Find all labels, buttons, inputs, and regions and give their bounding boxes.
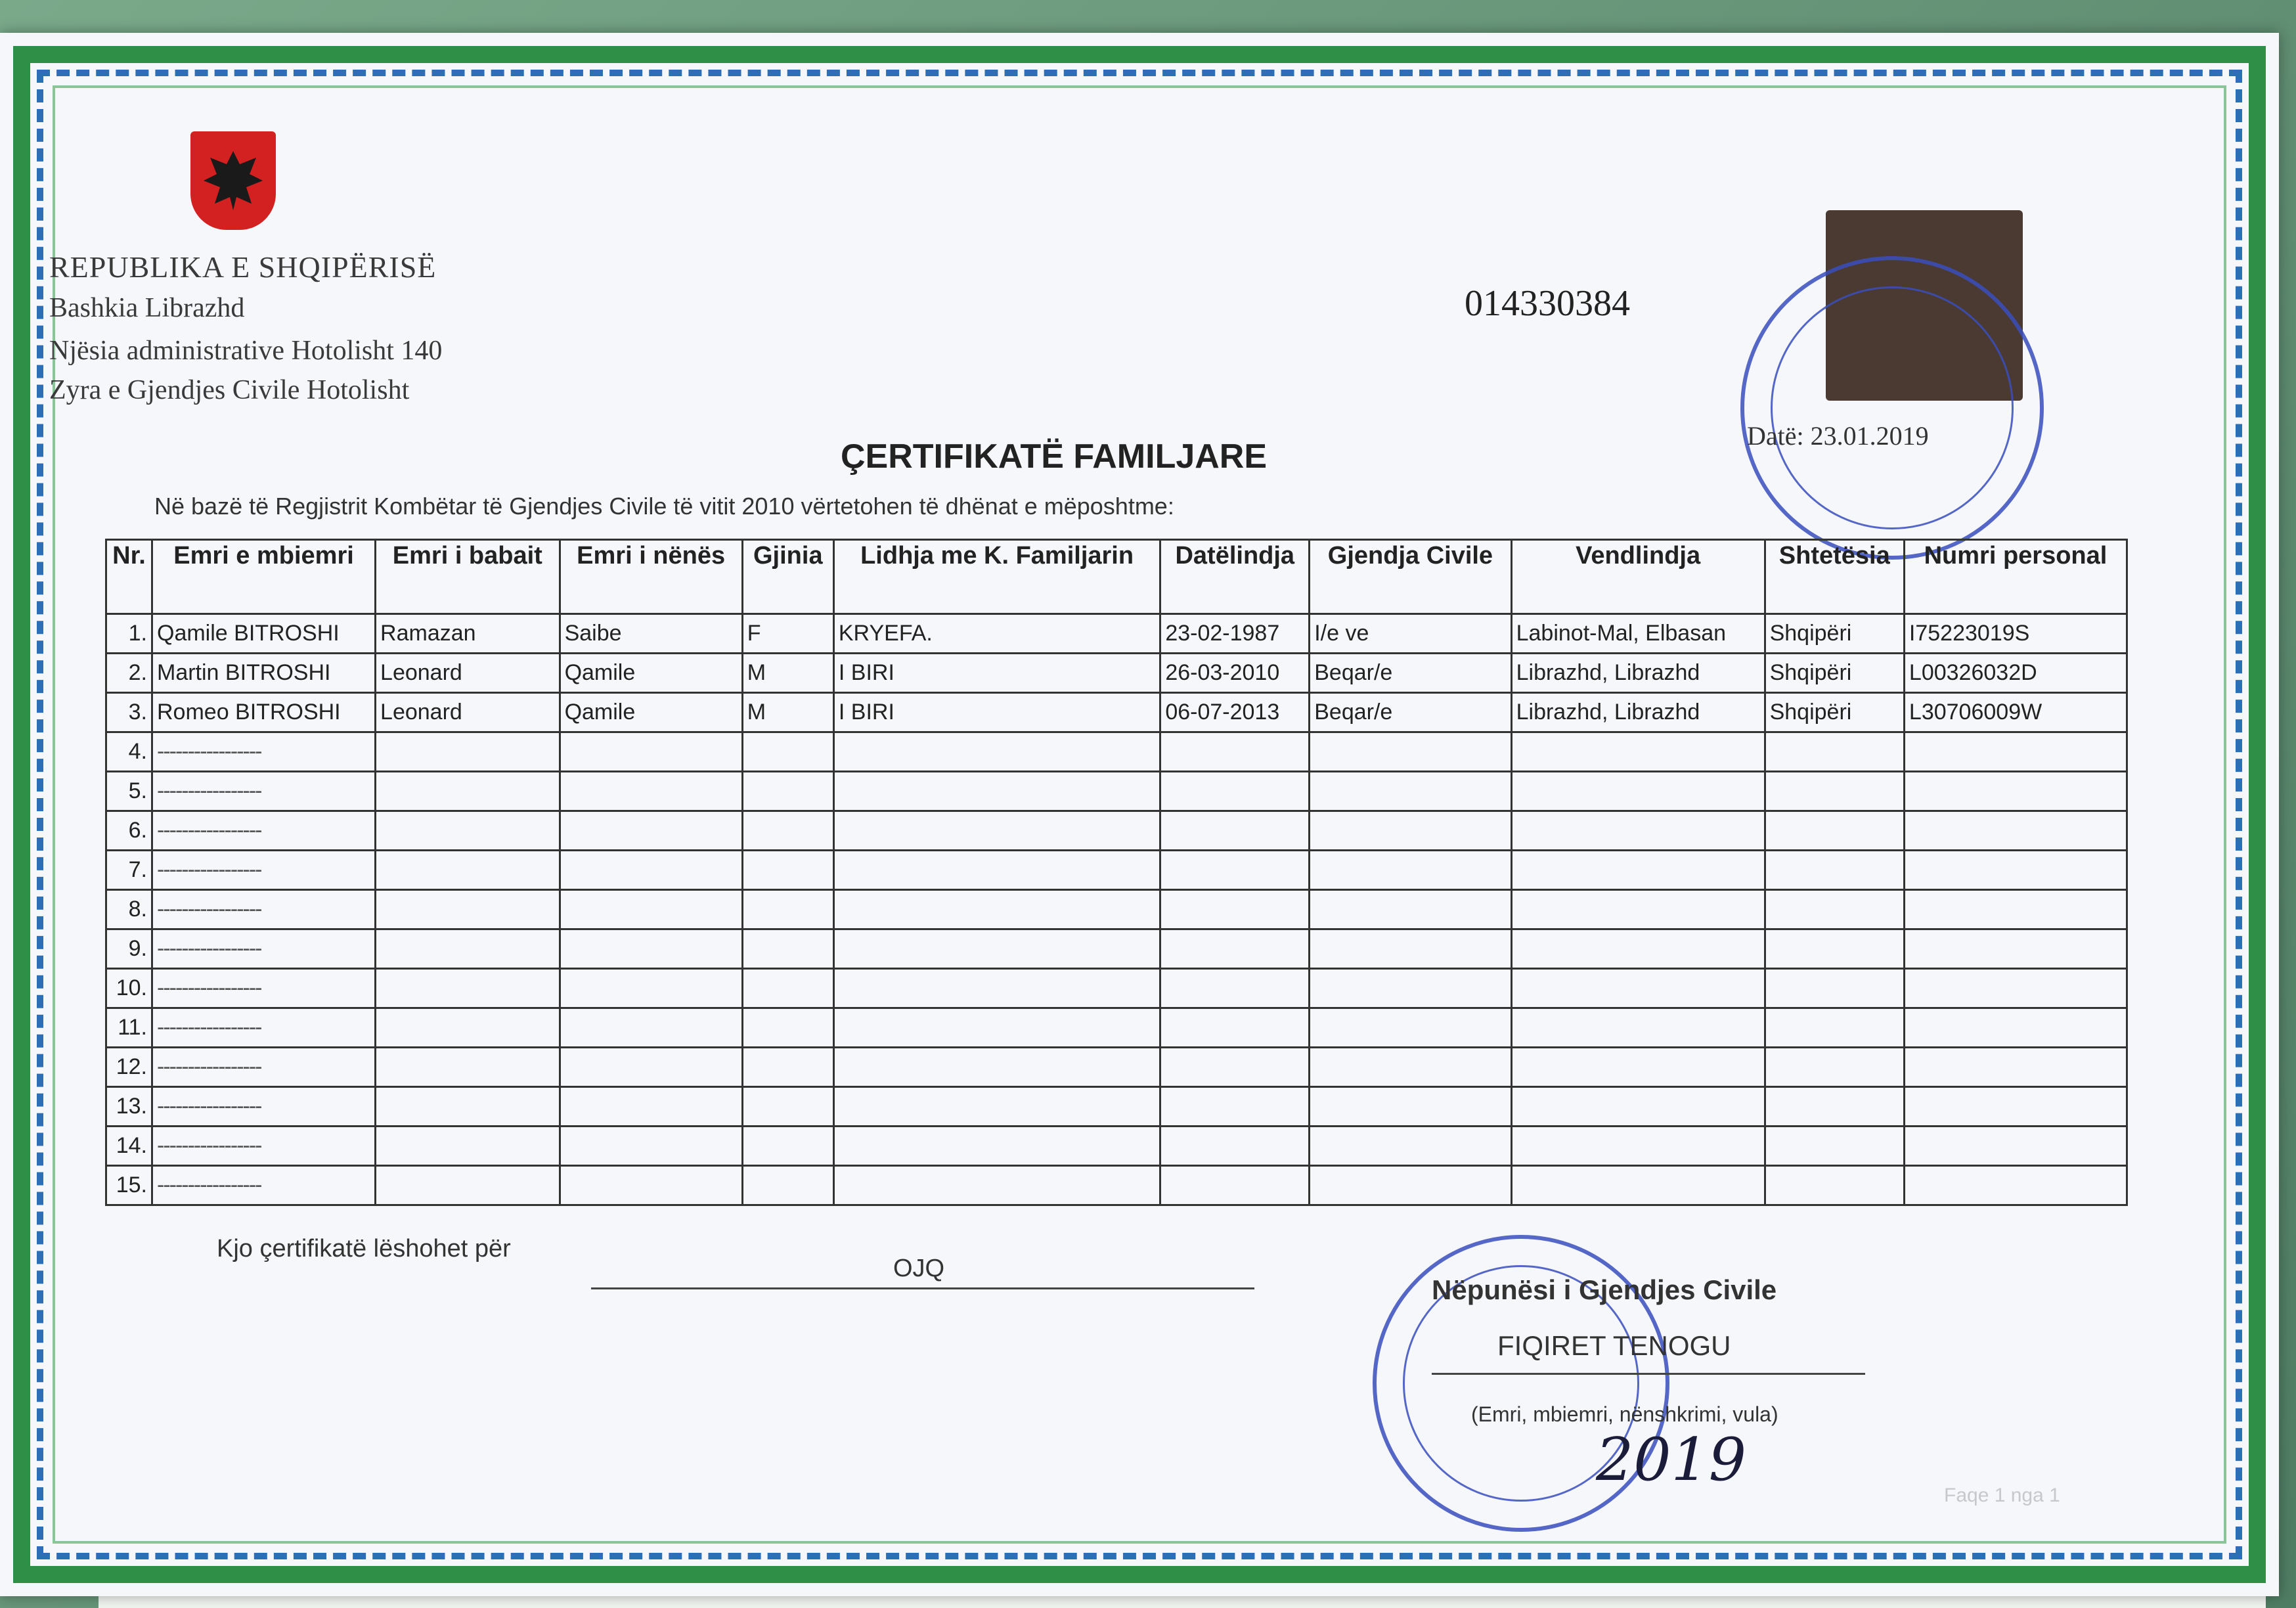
table-cell — [1765, 851, 1904, 890]
table-cell: 8. — [106, 890, 152, 929]
table-cell: Qamile BITROSHI — [152, 614, 376, 654]
table-cell: Shqipëri — [1765, 693, 1904, 732]
table-row — [106, 969, 2127, 1008]
table-cell — [1511, 1166, 1765, 1205]
table-cell — [1904, 1048, 2127, 1087]
table-cell — [1511, 1008, 1765, 1048]
table-row — [106, 614, 2127, 654]
table-cell: Leonard — [376, 693, 560, 732]
table-header-cell: Nr. — [106, 540, 152, 614]
table-cell — [742, 1127, 833, 1166]
table-cell: 06-07-2013 — [1160, 693, 1310, 732]
table-cell — [1904, 732, 2127, 772]
table-body — [106, 614, 2127, 1205]
table-cell: 23-02-1987 — [1160, 614, 1310, 654]
table-cell — [742, 969, 833, 1008]
table-cell: 12. — [106, 1048, 152, 1087]
table-cell: I75223019S — [1904, 614, 2127, 654]
table-cell — [1904, 1166, 2127, 1205]
table-cell — [1160, 772, 1310, 811]
table-cell: ----------------- — [152, 772, 376, 811]
table-cell — [1310, 1166, 1511, 1205]
table-cell — [833, 772, 1160, 811]
table-cell — [742, 1048, 833, 1087]
table-cell — [742, 1087, 833, 1127]
table-cell — [1511, 1087, 1765, 1127]
table-cell — [560, 1166, 742, 1205]
table-cell: Beqar/e — [1310, 693, 1511, 732]
table-cell — [1511, 772, 1765, 811]
certificate-sheet — [0, 33, 2279, 1596]
table-cell: M — [742, 693, 833, 732]
header-republic: REPUBLIKA E SHQIPËRISË — [49, 250, 437, 284]
table-cell: Ramazan — [376, 614, 560, 654]
table-row — [106, 1008, 2127, 1048]
table-cell — [560, 929, 742, 969]
table-cell — [742, 732, 833, 772]
table-cell — [1511, 1048, 1765, 1087]
table-cell — [1310, 1008, 1511, 1048]
table-row — [106, 890, 2127, 929]
table-cell — [1310, 890, 1511, 929]
table-cell: Shqipëri — [1765, 654, 1904, 693]
table-cell — [742, 890, 833, 929]
table-cell: Saibe — [560, 614, 742, 654]
table-cell — [1511, 732, 1765, 772]
table-header-cell: Datëlindja — [1160, 540, 1310, 614]
table-cell — [742, 1008, 833, 1048]
table-cell — [1160, 890, 1310, 929]
table-cell — [560, 969, 742, 1008]
table-cell: I BIRI — [833, 654, 1160, 693]
table-cell — [1310, 1048, 1511, 1087]
table-header-cell: Gjendja Civile — [1310, 540, 1511, 614]
document-title: ÇERTIFIKATË FAMILJARE — [841, 437, 1268, 476]
table-cell — [1765, 772, 1904, 811]
table-cell — [1765, 1127, 1904, 1166]
table-row — [106, 811, 2127, 851]
table-cell — [742, 851, 833, 890]
table-cell — [1765, 1166, 1904, 1205]
table-cell: ----------------- — [152, 929, 376, 969]
table-cell — [1765, 811, 1904, 851]
table-row — [106, 1127, 2127, 1166]
table-cell: Martin BITROSHI — [152, 654, 376, 693]
table-cell — [833, 969, 1160, 1008]
table-cell — [376, 1087, 560, 1127]
table-cell — [1511, 1127, 1765, 1166]
header-office: Zyra e Gjendjes Civile Hotolisht — [49, 375, 410, 405]
table-cell — [1160, 1048, 1310, 1087]
table-cell — [376, 969, 560, 1008]
issued-for-line — [591, 1287, 1254, 1289]
table-cell — [560, 1087, 742, 1127]
table-cell — [1310, 772, 1511, 811]
table-cell: ----------------- — [152, 1008, 376, 1048]
table-cell — [376, 929, 560, 969]
table-cell — [1765, 969, 1904, 1008]
table-header-cell: Numri personal — [1904, 540, 2127, 614]
table-cell: 11. — [106, 1008, 152, 1048]
signature: 2019 — [1596, 1425, 1747, 1494]
table-cell — [742, 1166, 833, 1205]
table-row — [106, 1087, 2127, 1127]
table-cell — [376, 1127, 560, 1166]
table-cell: 3. — [106, 693, 152, 732]
table-cell: KRYEFA. — [833, 614, 1160, 654]
issued-for-label: Kjo çertifikatë lëshohet për — [217, 1235, 511, 1262]
officer-line — [1432, 1373, 1865, 1375]
table-cell: 6. — [106, 811, 152, 851]
table-cell — [1511, 929, 1765, 969]
table-cell: M — [742, 654, 833, 693]
table-cell — [376, 890, 560, 929]
table-cell — [376, 1048, 560, 1087]
table-cell — [742, 772, 833, 811]
table-cell: I/e ve — [1310, 614, 1511, 654]
table-cell — [1310, 811, 1511, 851]
table-cell: 13. — [106, 1087, 152, 1127]
table-cell — [1765, 1008, 1904, 1048]
table-header-cell: Emri e mbiemri — [152, 540, 376, 614]
table-cell — [1765, 1087, 1904, 1127]
table-cell — [560, 1048, 742, 1087]
table-cell — [1765, 929, 1904, 969]
table-cell — [1904, 811, 2127, 851]
table-cell — [1160, 1087, 1310, 1127]
table-cell: Shqipëri — [1765, 614, 1904, 654]
table-cell: F — [742, 614, 833, 654]
table-cell — [833, 1008, 1160, 1048]
table-row — [106, 654, 2127, 693]
header-municipality: Bashkia Librazhd — [49, 293, 245, 323]
table-cell — [833, 851, 1160, 890]
table-cell — [560, 772, 742, 811]
table-header-cell: Lidhja me K. Familjarin — [833, 540, 1160, 614]
table-cell — [1511, 851, 1765, 890]
table-cell: ----------------- — [152, 1127, 376, 1166]
table-cell — [1310, 1087, 1511, 1127]
table-cell — [1310, 1127, 1511, 1166]
table-cell — [742, 811, 833, 851]
table-cell — [1904, 969, 2127, 1008]
table-cell — [376, 1166, 560, 1205]
table-cell — [560, 1127, 742, 1166]
table-header-row — [106, 540, 2127, 614]
table-cell — [1310, 732, 1511, 772]
table-cell — [1765, 732, 1904, 772]
table-cell: Librazhd, Librazhd — [1511, 693, 1765, 732]
table-cell — [1310, 969, 1511, 1008]
table-header-cell: Vendlindja — [1511, 540, 1765, 614]
table-cell — [1904, 1087, 2127, 1127]
table-cell — [376, 851, 560, 890]
table-cell — [1160, 1127, 1310, 1166]
table-cell: Labinot-Mal, Elbasan — [1511, 614, 1765, 654]
table-cell — [1904, 1008, 2127, 1048]
table-cell: ----------------- — [152, 1166, 376, 1205]
table-cell — [376, 811, 560, 851]
table-cell — [1765, 890, 1904, 929]
table-cell: L00326032D — [1904, 654, 2127, 693]
table-cell: 5. — [106, 772, 152, 811]
table-cell: 15. — [106, 1166, 152, 1205]
table-cell — [1160, 732, 1310, 772]
table-cell — [1904, 929, 2127, 969]
table-cell — [833, 929, 1160, 969]
table-cell: Qamile — [560, 693, 742, 732]
table-cell: 26-03-2010 — [1160, 654, 1310, 693]
table-row — [106, 929, 2127, 969]
issued-for-value: OJQ — [893, 1255, 945, 1282]
table-header-cell: Emri i babait — [376, 540, 560, 614]
table-cell — [560, 811, 742, 851]
table-cell: 7. — [106, 851, 152, 890]
table-cell — [560, 732, 742, 772]
table-cell — [560, 890, 742, 929]
table-header-cell: Emri i nënës — [560, 540, 742, 614]
table-cell: ----------------- — [152, 1048, 376, 1087]
table-cell — [742, 929, 833, 969]
table-cell — [1904, 1127, 2127, 1166]
officer-caption: (Emri, mbiemri, nënshkrimi, vula) — [1471, 1402, 1778, 1426]
table-cell — [1160, 929, 1310, 969]
table-cell — [1160, 1166, 1310, 1205]
table-cell: 10. — [106, 969, 152, 1008]
table-cell — [376, 732, 560, 772]
table-cell — [1765, 1048, 1904, 1087]
table-cell — [833, 890, 1160, 929]
table-cell: ----------------- — [152, 851, 376, 890]
table-cell — [833, 1127, 1160, 1166]
officer-name: FIQIRET TENOGU — [1497, 1330, 1731, 1361]
table-cell: Leonard — [376, 654, 560, 693]
table-cell — [833, 732, 1160, 772]
family-table — [105, 539, 2128, 1206]
table-cell — [376, 1008, 560, 1048]
table-cell — [560, 1008, 742, 1048]
table-header-cell: Gjinia — [742, 540, 833, 614]
table-cell: ----------------- — [152, 890, 376, 929]
table-cell — [1511, 890, 1765, 929]
table-cell — [376, 772, 560, 811]
table-cell: Romeo BITROSHI — [152, 693, 376, 732]
table-cell: L30706009W — [1904, 693, 2127, 732]
table-cell: ----------------- — [152, 1087, 376, 1127]
table-row — [106, 732, 2127, 772]
table-cell — [1904, 772, 2127, 811]
official-stamp-icon — [1740, 256, 2044, 560]
table-cell — [1160, 851, 1310, 890]
table-cell: 4. — [106, 732, 152, 772]
table-cell — [1160, 1008, 1310, 1048]
table-cell: I BIRI — [833, 693, 1160, 732]
table-cell — [833, 811, 1160, 851]
table-cell: 14. — [106, 1127, 152, 1166]
table-row — [106, 1166, 2127, 1205]
table-cell: Beqar/e — [1310, 654, 1511, 693]
table-cell: Librazhd, Librazhd — [1511, 654, 1765, 693]
serial-number: 014330384 — [1465, 283, 1630, 324]
table-cell — [833, 1087, 1160, 1127]
table-row — [106, 1048, 2127, 1087]
table-cell: 9. — [106, 929, 152, 969]
table-row — [106, 693, 2127, 732]
intro-text: Në bazë të Regjistrit Kombëtar të Gjendjes Civile të vitit 2010 vërtetohen të dhënat e mëposhtme: — [154, 493, 1174, 520]
table-cell — [1511, 969, 1765, 1008]
table-cell: 1. — [106, 614, 152, 654]
header-unit: Njësia administrative Hotolisht 140 — [49, 336, 443, 366]
table-row — [106, 851, 2127, 890]
table-cell: 2. — [106, 654, 152, 693]
table-cell: Qamile — [560, 654, 742, 693]
page-note: Faqe 1 nga 1 — [1944, 1485, 2060, 1506]
table-cell — [1511, 811, 1765, 851]
table-cell — [1904, 890, 2127, 929]
table-cell: ----------------- — [152, 732, 376, 772]
table-cell — [560, 851, 742, 890]
table-cell — [1310, 851, 1511, 890]
table-cell — [833, 1166, 1160, 1205]
albania-emblem-icon — [190, 131, 276, 230]
table-cell — [1160, 969, 1310, 1008]
issue-date: Datë: 23.01.2019 — [1747, 421, 1929, 451]
table-cell: ----------------- — [152, 811, 376, 851]
table-cell: ----------------- — [152, 969, 376, 1008]
table-header-cell: Shtetësia — [1765, 540, 1904, 614]
table-cell — [1160, 811, 1310, 851]
officer-title: Nëpunësi i Gjendjes Civile — [1432, 1274, 1777, 1305]
table-cell — [833, 1048, 1160, 1087]
table-cell — [1310, 929, 1511, 969]
table-cell — [1904, 851, 2127, 890]
table-row — [106, 772, 2127, 811]
